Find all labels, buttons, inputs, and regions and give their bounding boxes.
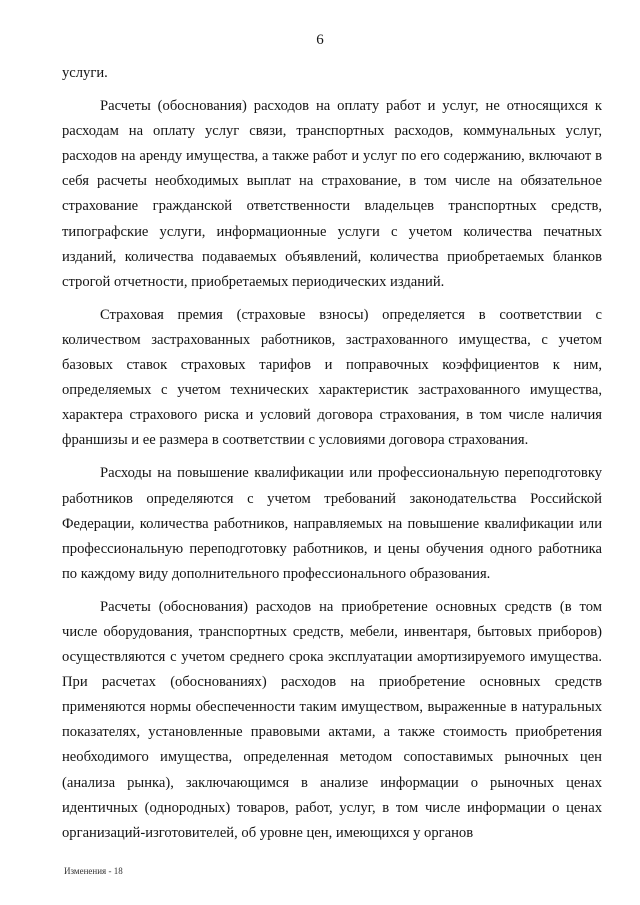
page-number: 6 xyxy=(316,32,324,48)
footer-revision-note: Изменения - 18 xyxy=(64,866,123,876)
body-text xyxy=(62,61,602,854)
paragraph-continuation: услуги. xyxy=(62,65,108,81)
paragraph-qualification-training: Расходы на повышение квалификации или профессиональную переподготовку работников определяются с учетом требований законодательства Российской Федерации, количества работников, направляемых на повышение квалификации или профессиональную переподготовку работников, и цены обучения одного работника по каждому виду дополнительного профессионального образования. xyxy=(62,465,602,582)
paragraph-services-calculation: Расчеты (обоснования) расходов на оплату работ и услуг, не относящихся к расходам на оплату услуг связи, транспортных расходов, коммунальных услуг, расходов на аренду имущества, а также работ и услуг по его содержанию, включают в себя расчеты необходимых выплат на страхование, в том числе на обязательное страхование гражданской ответственности владельцев транспортных средств, типографские услуги, информационные услуги с учетом количества печатных изданий, количества подаваемых объявлений, количества приобретаемых бланков строгой отчетности, приобретаемых периодических изданий. xyxy=(62,98,602,290)
paragraph-insurance-premium: Страховая премия (страховые взносы) определяется в соответствии с количеством застрахованных работников, застрахованного имущества, с учетом базовых ставок страховых тарифов и поправочных коэффициентов к ним, определяемых с учетом технических характеристик застрахованного имущества, характера страхового риска и условий договора страхования, в том числе наличия франшизы и ее размера в соответствии с условиями договора страхования. xyxy=(62,306,602,449)
paragraph-fixed-assets: Расчеты (обоснования) расходов на приобретение основных средств (в том числе оборудования, транспортных средств, мебели, инвентаря, бытовых приборов) осуществляются с учетом среднего срока эксплуатации амортизируемого имущества. При расчетах (обоснованиях) расходов на приобретение основных средств применяются нормы обеспеченности таким имуществом, выраженные в натуральных показателях, установленные правовыми актами, а также стоимость приобретения необходимого имущества, определенная методом сопоставимых рыночных цен (анализа рынка), заключающимся в анализе информации о рыночных ценах идентичных (однородных) товаров, работ, услуг, в том числе информации о ценах организаций-изготовителей, об уровне цен, имеющихся у органов xyxy=(62,598,602,841)
